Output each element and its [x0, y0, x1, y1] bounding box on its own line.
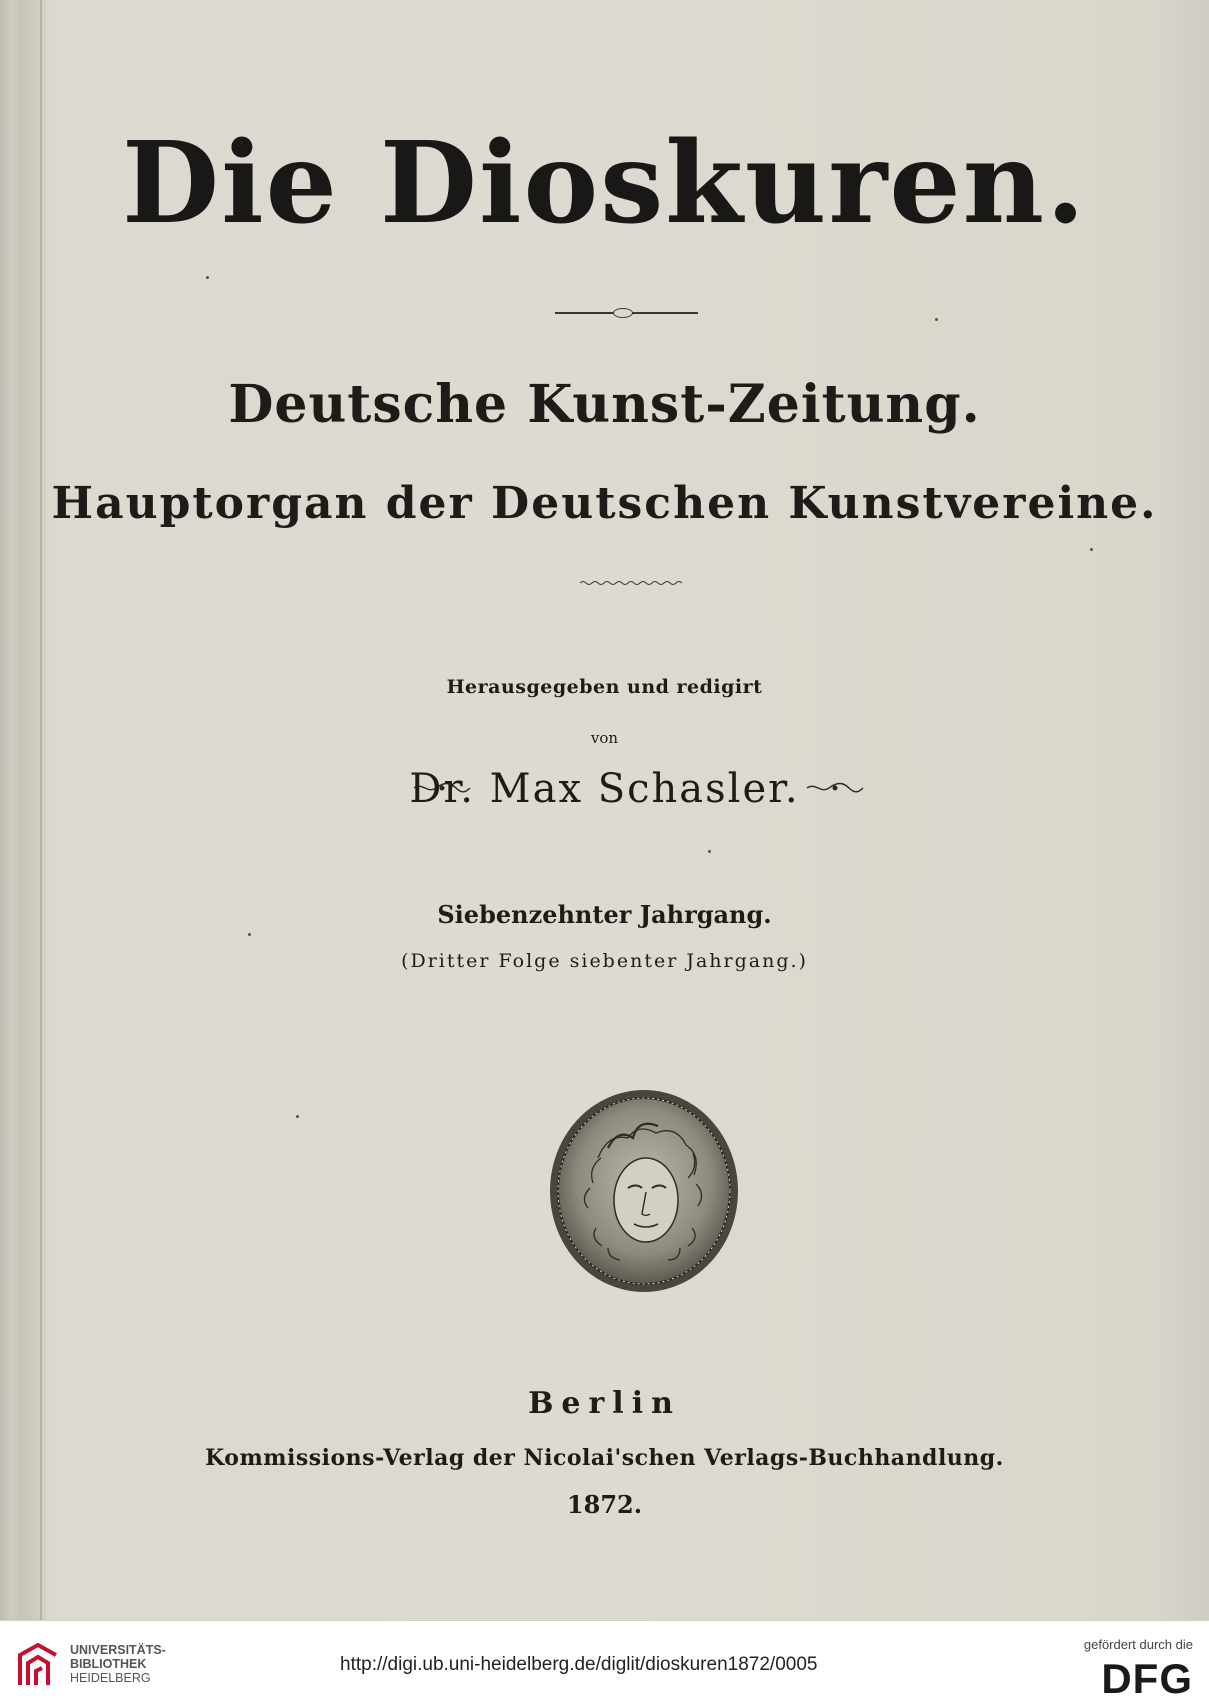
viewer-footer: [0, 1620, 1209, 1708]
paper-speck: [708, 850, 711, 853]
library-line-1: UNIVERSITÄTS-: [70, 1643, 166, 1657]
permalink-url[interactable]: http://digi.ub.uni-heidelberg.de/diglit/dioskuren1872/0005: [340, 1654, 818, 1675]
university-library-logo-icon: [14, 1641, 62, 1689]
paper-speck: [1090, 548, 1093, 551]
place-of-publication: Berlin: [528, 1386, 681, 1421]
paper-speck: [296, 1115, 299, 1118]
funding-label: gefördert durch die: [1083, 1637, 1193, 1652]
paper-speck: [206, 276, 209, 279]
volume-label: Siebenzehnter Jahrgang.: [437, 900, 772, 929]
paper-speck: [248, 933, 251, 936]
page-title: Die Dioskuren.: [121, 118, 1088, 249]
ornamental-rule: [555, 312, 698, 314]
library-name: [70, 1643, 166, 1685]
library-line-3: HEIDELBERG: [70, 1671, 151, 1685]
editor-line: Herausgegeben und redigirt: [446, 676, 763, 698]
library-line-2: BIBLIOTHEK: [70, 1657, 147, 1671]
wavy-divider: [580, 580, 685, 586]
editor-von: von: [590, 729, 619, 747]
dfg-logo: DFG: [1101, 1655, 1193, 1702]
publication-year: 1872.: [566, 1490, 643, 1519]
paper-speck: [935, 318, 938, 321]
author-name: Dr. Max Schasler.: [409, 766, 800, 812]
flourish-right-icon: [805, 782, 865, 794]
subtitle-hauptorgan: Hauptorgan der Deutschen Kunstvereine.: [51, 478, 1158, 529]
medusa-medallion-icon: [548, 1088, 740, 1294]
subtitle-kunst-zeitung: Deutsche Kunst-Zeitung.: [228, 374, 981, 435]
publisher-line: Kommissions-Verlag der Nicolai'schen Verlags-Buchhandlung.: [205, 1445, 1004, 1471]
volume-note: (Dritter Folge siebenter Jahrgang.): [401, 950, 808, 972]
